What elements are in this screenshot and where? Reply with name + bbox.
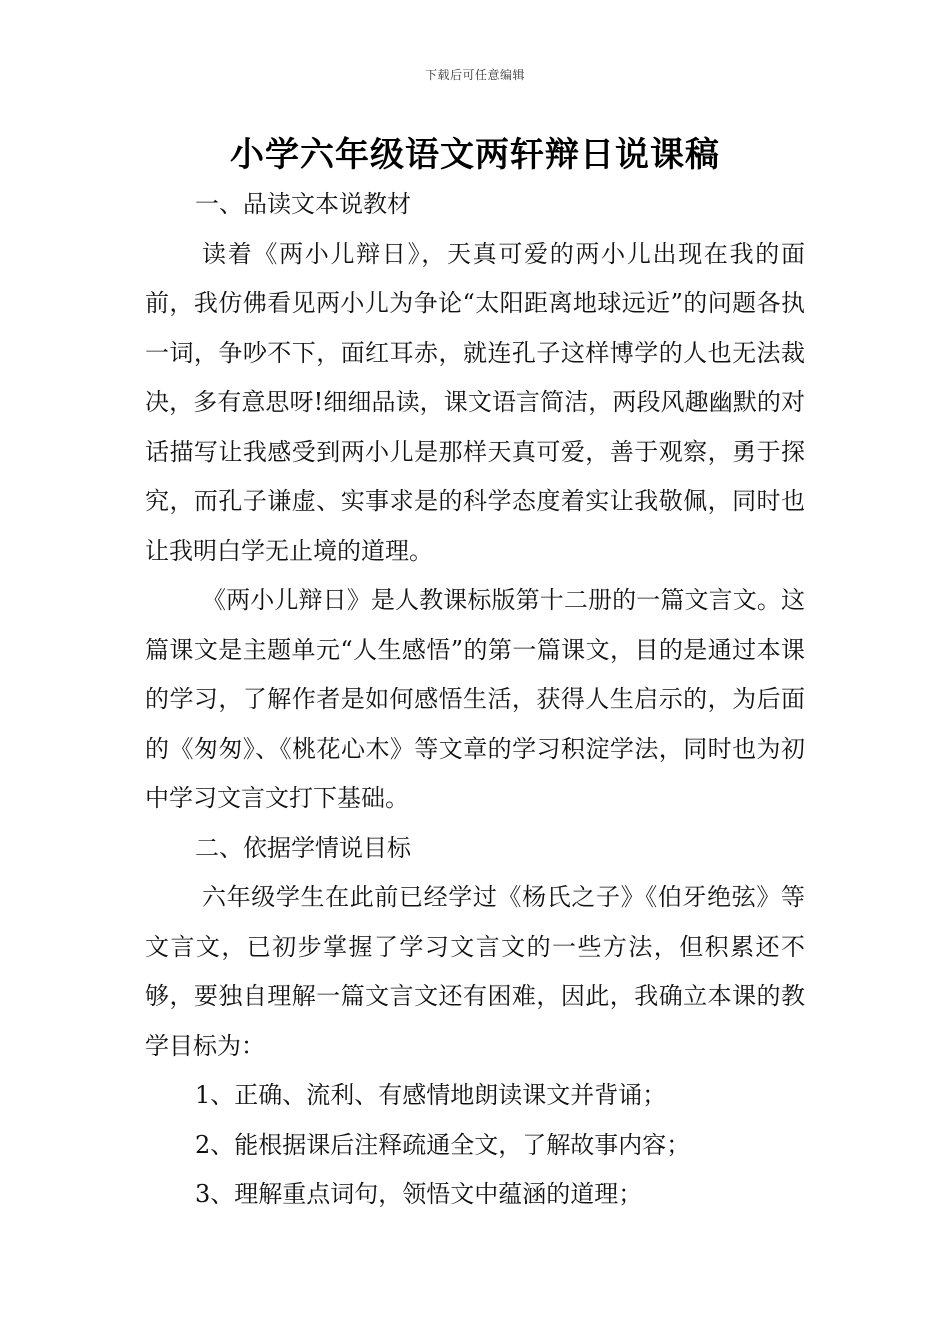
- section-heading-teaching-material: 一、品读文本说教材: [195, 190, 411, 218]
- document-title: 小学六年级语文两轩辩日说课稿: [230, 135, 720, 175]
- document-body: [145, 180, 805, 1220]
- paragraph-textbook-position: 《两小儿辩日》是人教课标版第十二册的一篇文言文。这篇课文是主题单元“人生感悟”的第一篇课文，目的是通过本课的学习，了解作者是如何感悟生活，获得人生启示的，为后面的《匆匆》、《桃花心木》等文章的学习积淀学法，同时也为初中学习文言文打下基础。: [145, 586, 805, 812]
- section-heading-objectives: 二、依据学情说目标: [195, 833, 411, 862]
- paragraph-student-situation: 六年级学生在此前已经学过《杨氏之子》《伯牙绝弦》等文言文，已初步掌握了学习文言文的一些方法，但积累还不够，要独自理解一篇文言文还有困难，因此，我确立本课的教学目标为：: [145, 883, 805, 1060]
- objective-item-2: 2、能根据课后注释疏通全文，了解故事内容；: [195, 1130, 691, 1159]
- objective-item-1: 1、正确、流利、有感情地朗读课文并背诵；: [195, 1081, 667, 1109]
- header-note: 下载后可任意编辑: [424, 68, 525, 82]
- objective-item-3: 3、理解重点词句，领悟文中蕴涵的道理；: [195, 1180, 643, 1208]
- paragraph-reading-impression: 读着《两小儿辩日》，天真可爱的两小儿出现在我的面前，我仿佛看见两小儿为争论“太阳距离地球远近”的问题各执一词，争吵不下，面红耳赤，就连孔子这样博学的人也无法裁决，多有意思呀!细细品读，课文语言简洁，两段风趣幽默的对话描写让我感受到两小儿是那样天真可爱，善于观察，勇于探究，而孔子谦虚、实事求是的科学态度着实让我敬佩，同时也让我明白学无止境的道理。: [145, 239, 805, 565]
